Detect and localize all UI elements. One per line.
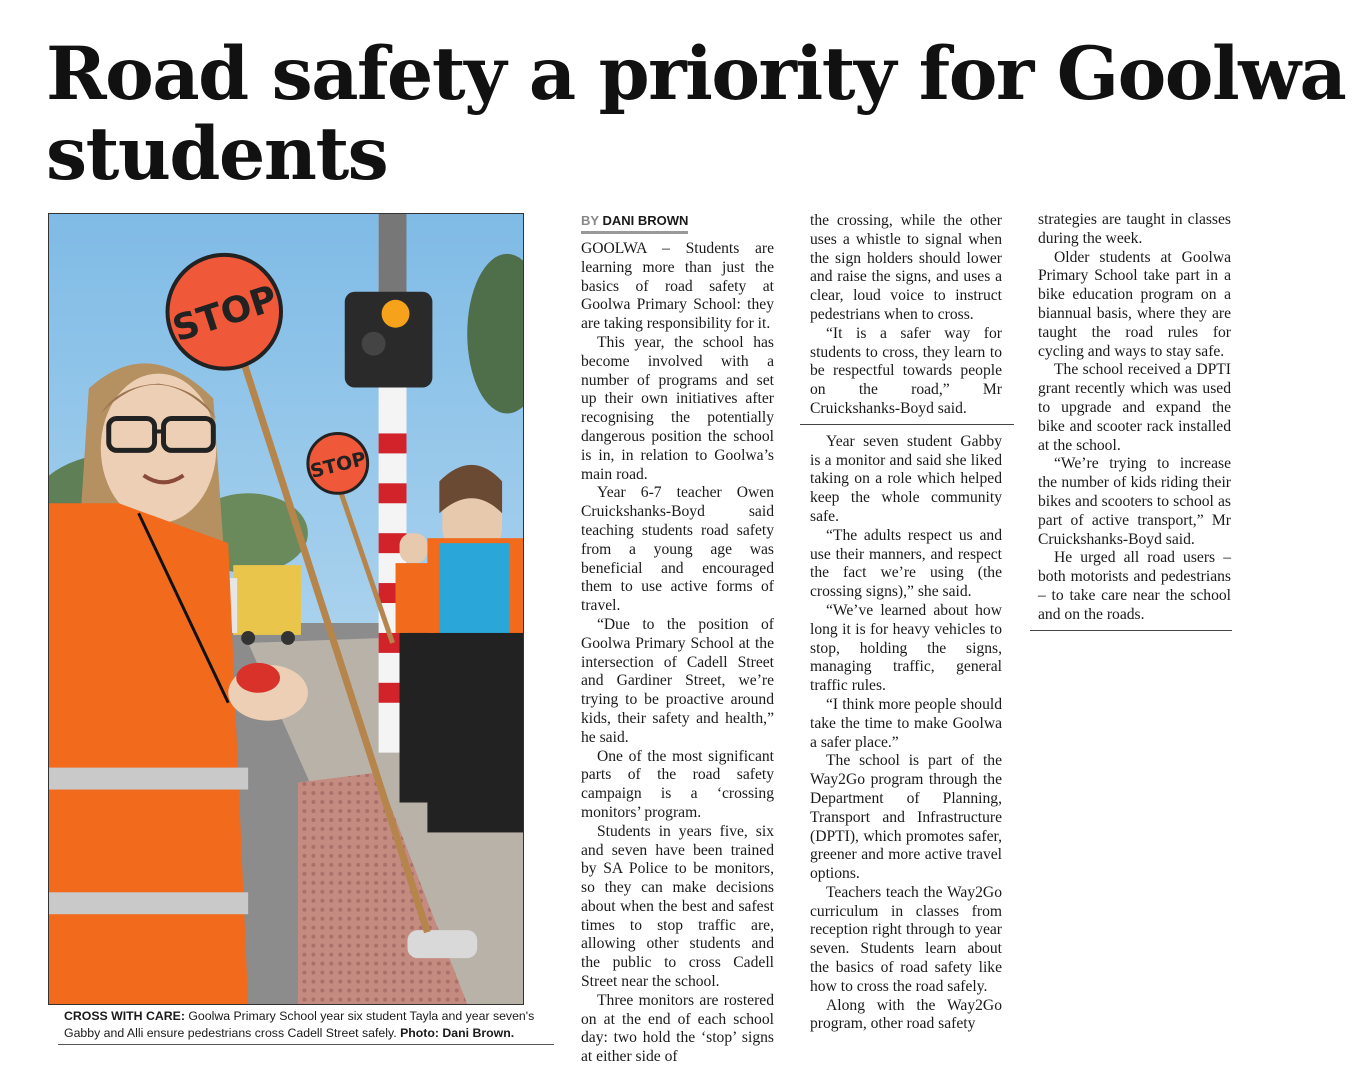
article-paragraph: strategies are taught in classes during the week. <box>1038 211 1231 247</box>
article-paragraph: “Due to the position of Goolwa Primary School at the intersection of Cadell Street and Gardiner Street, we’re trying to be proactive around kids, their safety and health,” he said. <box>581 615 774 746</box>
photo-caption <box>64 1008 554 1041</box>
article-paragraph: Along with the Way2Go program, other road safety <box>810 996 1002 1033</box>
article-paragraph: The school received a DPTI grant recently which was used to upgrade and expand the bike and scooter rack installed at the school. <box>1038 361 1231 454</box>
article-paragraph: One of the most significant parts of the road safety campaign is a ‘crossing monitors’ program. <box>581 747 774 821</box>
article-column-1 <box>581 212 774 1067</box>
caption-lead: CROSS WITH CARE: <box>64 1009 185 1023</box>
article-paragraph: He urged all road users – both motorists and pedestrians – to take care near the school and on the roads. <box>1038 549 1231 623</box>
article-paragraph: Students in years five, six and seven have been trained by SA Police to be monitors, so they can make decisions about when the best and safest times to stop traffic are, allowing other students and the public to cross Cadell Street near the school. <box>581 822 774 991</box>
byline-prefix: BY <box>581 213 599 228</box>
byline-author: DANI BROWN <box>602 213 689 228</box>
stop-sign-small: STOP <box>308 447 369 483</box>
article-paragraph: Year seven student Gabby is a monitor and said she liked taking on a role which helped keep the whole community safe. <box>810 432 1002 525</box>
stop-sign-large: STOP <box>167 278 283 351</box>
article-paragraph: Year 6-7 teacher Owen Cruickshanks-Boyd said teaching students road safety from a young age was beneficial and encouraged them to use active forms of travel. <box>581 484 774 615</box>
article-paragraph: The school is part of the Way2Go program through the Department of Planning, Transport and Infrastructure (DPTI), which promotes safer, greener and more active travel options. <box>810 752 1002 883</box>
article-paragraph: “It is a safer way for students to cross, they learn to be respectful towards people on the road,” Mr Cruickshanks-Boyd said. <box>810 324 1002 417</box>
article-paragraph: This year, the school has become involved with a number of programs and set up their own initiatives after recognising the potentially dangerous position the school is in, in relation to Goolwa’s main road. <box>581 333 774 483</box>
article-paragraph: “We’re trying to increase the number of kids riding their bikes and scooters to school as part of active transport,” Mr Cruickshanks-Boyd said. <box>1038 455 1231 548</box>
article-column-2 <box>810 212 1002 1034</box>
article-paragraph: the crossing, while the other uses a whistle to signal when the sign holders should lower and raise the signs, and uses a clear, loud voice to instruct pedestrians when to cross. <box>810 212 1002 323</box>
photo-credit: Photo: Dani Brown. <box>400 1025 515 1040</box>
article-paragraph: Older students at Goolwa Primary School take part in a bike education program on a biannual basis, where they are taught the road rules for cycling and ways to stay safe. <box>1038 248 1231 360</box>
headline: Road safety a priority for Goolwa students <box>46 31 1346 197</box>
article-paragraph: Teachers teach the Way2Go curriculum in classes from reception right through to year seven. Students learn about the basics of road safety like how to cross the road safely. <box>810 883 1002 995</box>
news-photo <box>48 213 524 1005</box>
caption-text: Goolwa Primary School year six student Tayla and year seven's Gabby and Alli ensure pedestrians cross Cadell Street safely. <box>64 1009 535 1040</box>
article-paragraph: “I think more people should take the time to make Goolwa a safer place.” <box>810 695 1002 751</box>
article-column-3 <box>1038 211 1231 631</box>
byline <box>581 213 688 234</box>
column-divider <box>800 424 1014 425</box>
article-paragraph: “The adults respect us and use their manners, and respect the fact we’re using (the crossing signs),” she said. <box>810 526 1002 601</box>
article-paragraph: “We’ve learned about how long it is for heavy vehicles to stop, holding the signs, managing traffic, general traffic rules. <box>810 601 1002 695</box>
article-end-rule <box>1030 630 1232 631</box>
article-paragraph: GOOLWA – Students are learning more than just the basics of road safety at Goolwa Primary School: they are taking responsibility for it. <box>581 240 774 333</box>
article-paragraph: Three monitors are rostered on at the end of each school day: two hold the ‘stop’ signs at either side of <box>581 991 774 1066</box>
caption-divider <box>58 1044 554 1045</box>
